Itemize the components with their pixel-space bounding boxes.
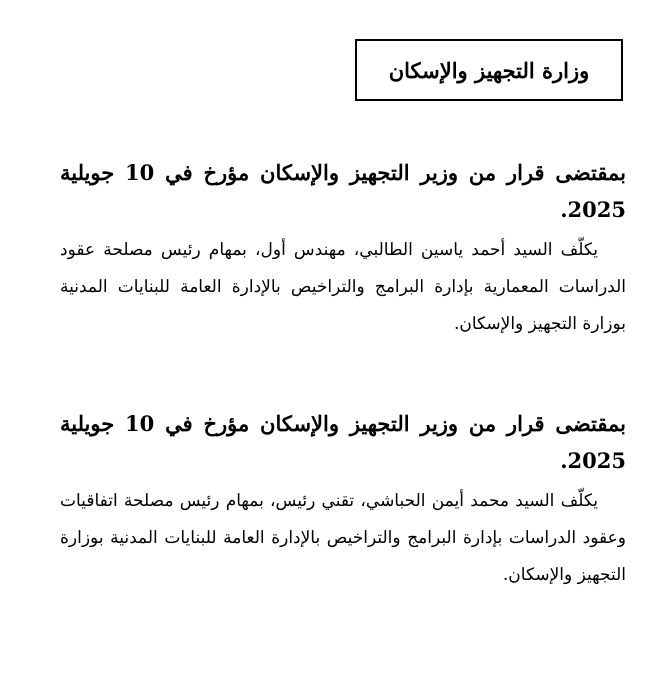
ministry-title: وزارة التجهيز والإسكان — [388, 57, 590, 83]
decision-body: يكلّف السيد أحمد ياسين الطالبي، مهندس أول، بمهام رئيس مصلحة عقود الدراسات المعمارية بإدارة البرامج والتراخيص بالإدارة العامة للبنايات المدنية بوزارة التجهيز والإسكان. — [60, 240, 626, 334]
decision-heading: بمقتضى قرار من وزير التجهيز والإسكان مؤرخ في 10 جويلية 2025. — [60, 411, 626, 473]
decision-1 — [60, 154, 626, 343]
decision-heading: بمقتضى قرار من وزير التجهيز والإسكان مؤرخ في 10 جويلية 2025. — [60, 160, 626, 222]
decision-body: يكلّف السيد محمد أيمن الحباشي، تقني رئيس، بمهام رئيس مصلحة اتفاقيات وعقود الدراسات بإدارة البرامج والتراخيص بالإدارة العامة للبنايات المدنية بوزارة التجهيز والإسكان. — [60, 491, 626, 585]
decision-2 — [60, 405, 626, 594]
ministry-title-box — [355, 39, 623, 101]
